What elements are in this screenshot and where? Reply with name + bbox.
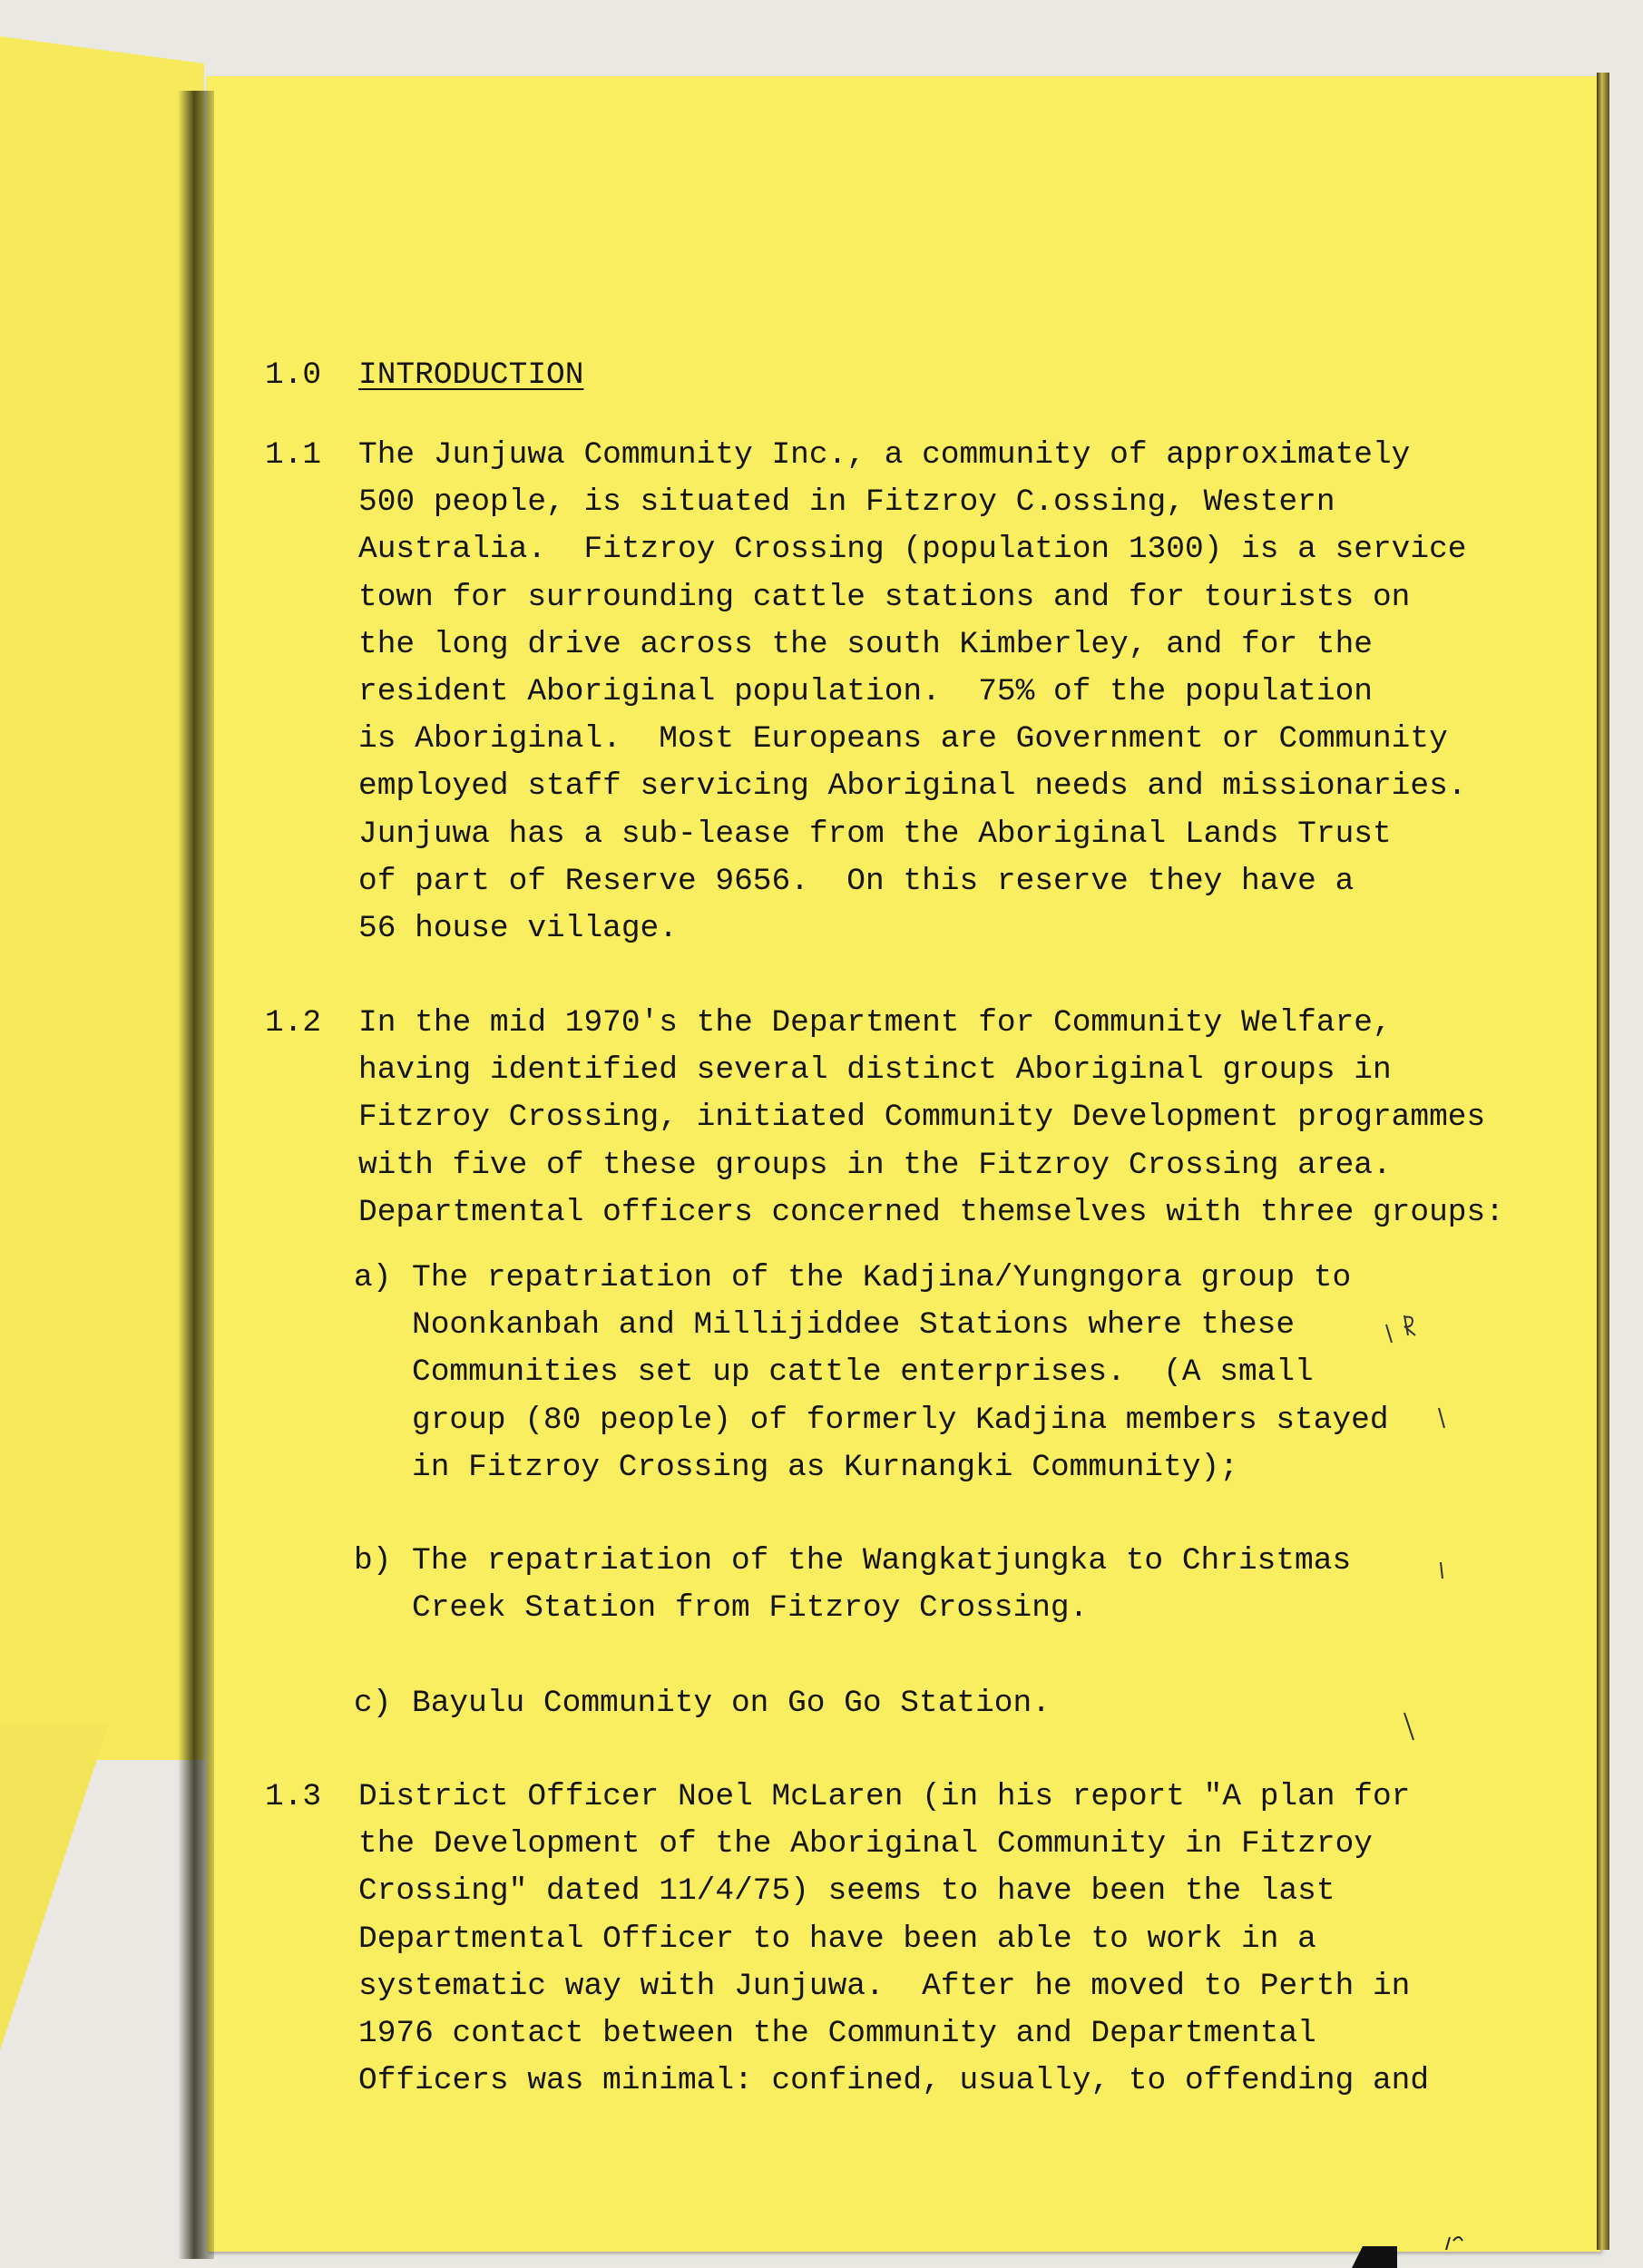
text-line: is Aboriginal. Most Europeans are Government or Community bbox=[358, 721, 1448, 758]
section-number: 1.1 bbox=[265, 437, 322, 473]
text-line: employed staff servicing Aboriginal needs and missionaries. bbox=[358, 768, 1467, 805]
text-line: 500 people, is situated in Fitzroy C.ossing, Western bbox=[358, 484, 1335, 521]
text-line: 1976 contact between the Community and Departmental bbox=[358, 2016, 1316, 2051]
list-item-text: Bayulu Community on Go Go Station. bbox=[412, 1686, 1051, 1721]
text-line: with five of these groups in the Fitzroy Crossing area. bbox=[358, 1147, 1392, 1183]
text-line: having identified several distinct Aboriginal groups in bbox=[358, 1052, 1392, 1089]
text-line: of part of Reserve 9656. On this reserve they have a bbox=[358, 863, 1354, 899]
text-line: systematic way with Junjuwa. After he moved to Perth in bbox=[358, 1968, 1411, 2004]
binding-shadow bbox=[178, 91, 214, 2259]
section-number: 1.2 bbox=[265, 1005, 322, 1041]
list-item-text: Creek Station from Fitzroy Crossing. bbox=[412, 1590, 1089, 1627]
text-line: the long drive across the south Kimberley, and for the bbox=[358, 626, 1373, 662]
list-item-label: a) bbox=[354, 1260, 392, 1295]
list-item-text: The repatriation of the Kadjina/Yungngora group to bbox=[412, 1260, 1352, 1295]
page-stack-edge bbox=[1597, 73, 1609, 2250]
text-line: Junjuwa has a sub-lease from the Aboriginal Lands Trust bbox=[358, 816, 1392, 852]
list-item-text: The repatriation of the Wangkatjungka to Christmas bbox=[412, 1543, 1352, 1579]
facing-page-corner bbox=[0, 1724, 109, 2268]
text-line: Crossing" dated 11/4/75) seems to have been the last bbox=[358, 1873, 1335, 1910]
text-line: 56 house village. bbox=[358, 911, 678, 946]
list-item-label: b) bbox=[354, 1543, 392, 1579]
facing-page bbox=[0, 36, 204, 1760]
text-line: town for surrounding cattle stations and for tourists on bbox=[358, 579, 1411, 615]
text-line: Departmental Officer to have been able to work in a bbox=[358, 1921, 1316, 1957]
text-line: the Development of the Aboriginal Community in Fitzroy bbox=[358, 1826, 1373, 1862]
heading-number: 1.0 bbox=[265, 357, 322, 393]
list-item-text: Communities set up cattle enterprises. (A small bbox=[412, 1354, 1314, 1391]
section-number: 1.3 bbox=[265, 1779, 322, 1814]
text-line: resident Aboriginal population. 75% of the population bbox=[358, 674, 1373, 709]
list-item-text: Noonkanbah and Millijiddee Stations where these bbox=[412, 1307, 1296, 1344]
text-line: Departmental officers concerned themselves with three groups: bbox=[358, 1194, 1504, 1230]
text-line: District Officer Noel McLaren (in his report "A plan for bbox=[358, 1779, 1411, 1814]
list-item-label: c) bbox=[354, 1686, 392, 1721]
text-line: In the mid 1970's the Department for Community Welfare, bbox=[358, 1005, 1392, 1041]
list-item-text: in Fitzroy Crossing as Kurnangki Community); bbox=[412, 1449, 1238, 1485]
text-line: Australia. Fitzroy Crossing (population 1300) is a service bbox=[358, 532, 1467, 568]
text-line: Fitzroy Crossing, initiated Community Development programmes bbox=[358, 1100, 1486, 1136]
heading-title: INTRODUCTION bbox=[358, 357, 584, 393]
text-line: Officers was minimal: confined, usually, to offending and bbox=[358, 2063, 1430, 2099]
list-item-text: group (80 people) of formerly Kadjina members stayed bbox=[412, 1402, 1389, 1438]
text-line: The Junjuwa Community Inc., a community of approximately bbox=[358, 437, 1411, 473]
